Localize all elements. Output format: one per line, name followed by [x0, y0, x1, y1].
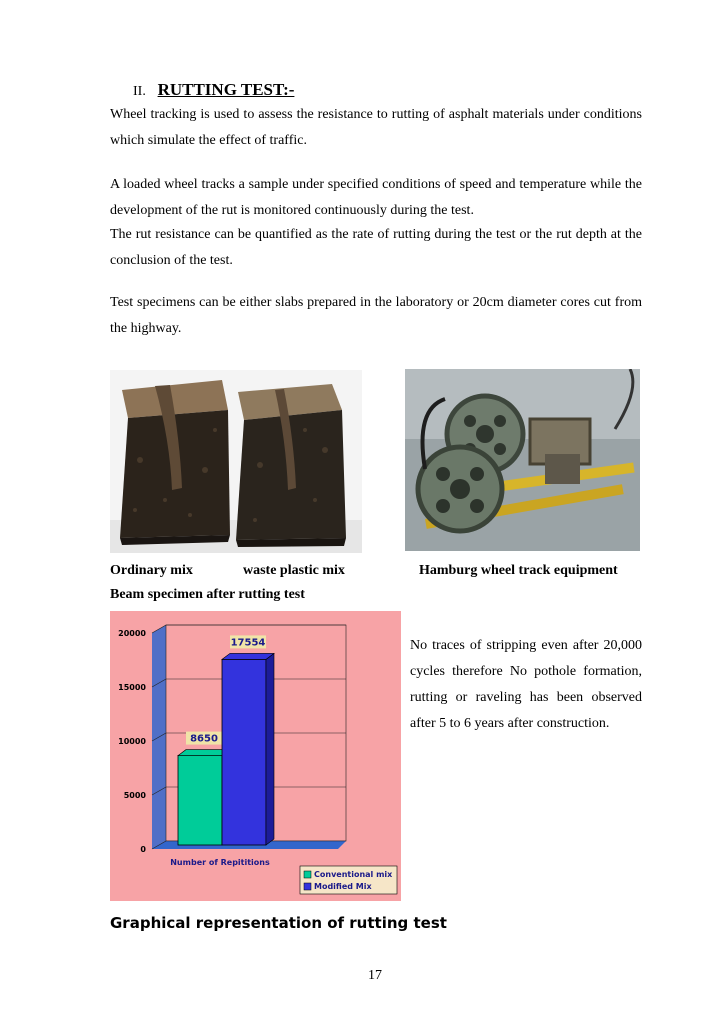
caption-waste-plastic-mix: waste plastic mix — [243, 563, 345, 578]
bar-conventional — [178, 756, 222, 845]
paragraph-4: Test specimens can be either slabs prepared in the laboratory or 20cm diameter cores cut from the highway. — [110, 295, 642, 336]
beam-specimen-photo — [110, 370, 362, 553]
y-tick-label: 20000 — [118, 629, 146, 638]
rutting-chart — [110, 611, 401, 901]
rutting-chart-svg — [110, 611, 401, 901]
x-axis-label: Number of Repititions — [170, 858, 270, 867]
bar-modified — [222, 659, 266, 845]
legend-label: Conventional mix — [314, 870, 393, 879]
side-text: No traces of stripping even after 20,000 cycles therefore No pothole formation, rutting or raveling has been observed after 5 to 6 years after construction. — [410, 638, 642, 731]
section-heading — [133, 80, 294, 100]
caption-beam-specimen: Beam specimen after rutting test — [110, 587, 305, 602]
legend-swatch — [304, 883, 311, 890]
bar-top-modified — [222, 653, 274, 659]
paragraph-3: The rut resistance can be quantified as the rate of rutting during the test or the rut depth at the conclusion of the test. — [110, 227, 642, 268]
data-label: 17554 — [230, 637, 266, 649]
caption-hamburg-equipment: Hamburg wheel track equipment — [419, 563, 618, 578]
y-tick-label: 0 — [140, 845, 146, 854]
paragraph-1: Wheel tracking is used to assess the resistance to rutting of asphalt materials under conditions which simulate the effect of traffic. — [110, 107, 642, 148]
y-tick-label: 15000 — [118, 683, 146, 692]
page-number: 17 — [368, 968, 382, 983]
legend-label: Modified Mix — [314, 882, 372, 891]
section-title: RUTTING TEST:- — [157, 80, 295, 99]
hamburg-equipment-photo — [405, 369, 640, 551]
legend-swatch — [304, 871, 311, 878]
y-tick-label: 10000 — [118, 737, 146, 746]
bar-side-modified — [266, 653, 274, 845]
y-tick-label: 5000 — [123, 791, 146, 800]
section-number: II. — [133, 84, 146, 99]
data-label: 8650 — [190, 733, 218, 745]
caption-ordinary-mix: Ordinary mix — [110, 563, 193, 578]
chart-caption: Graphical representation of rutting test — [110, 914, 447, 932]
paragraph-2: A loaded wheel tracks a sample under specified conditions of speed and temperature while the development of the rut is monitored continuously during the test. — [110, 177, 642, 218]
